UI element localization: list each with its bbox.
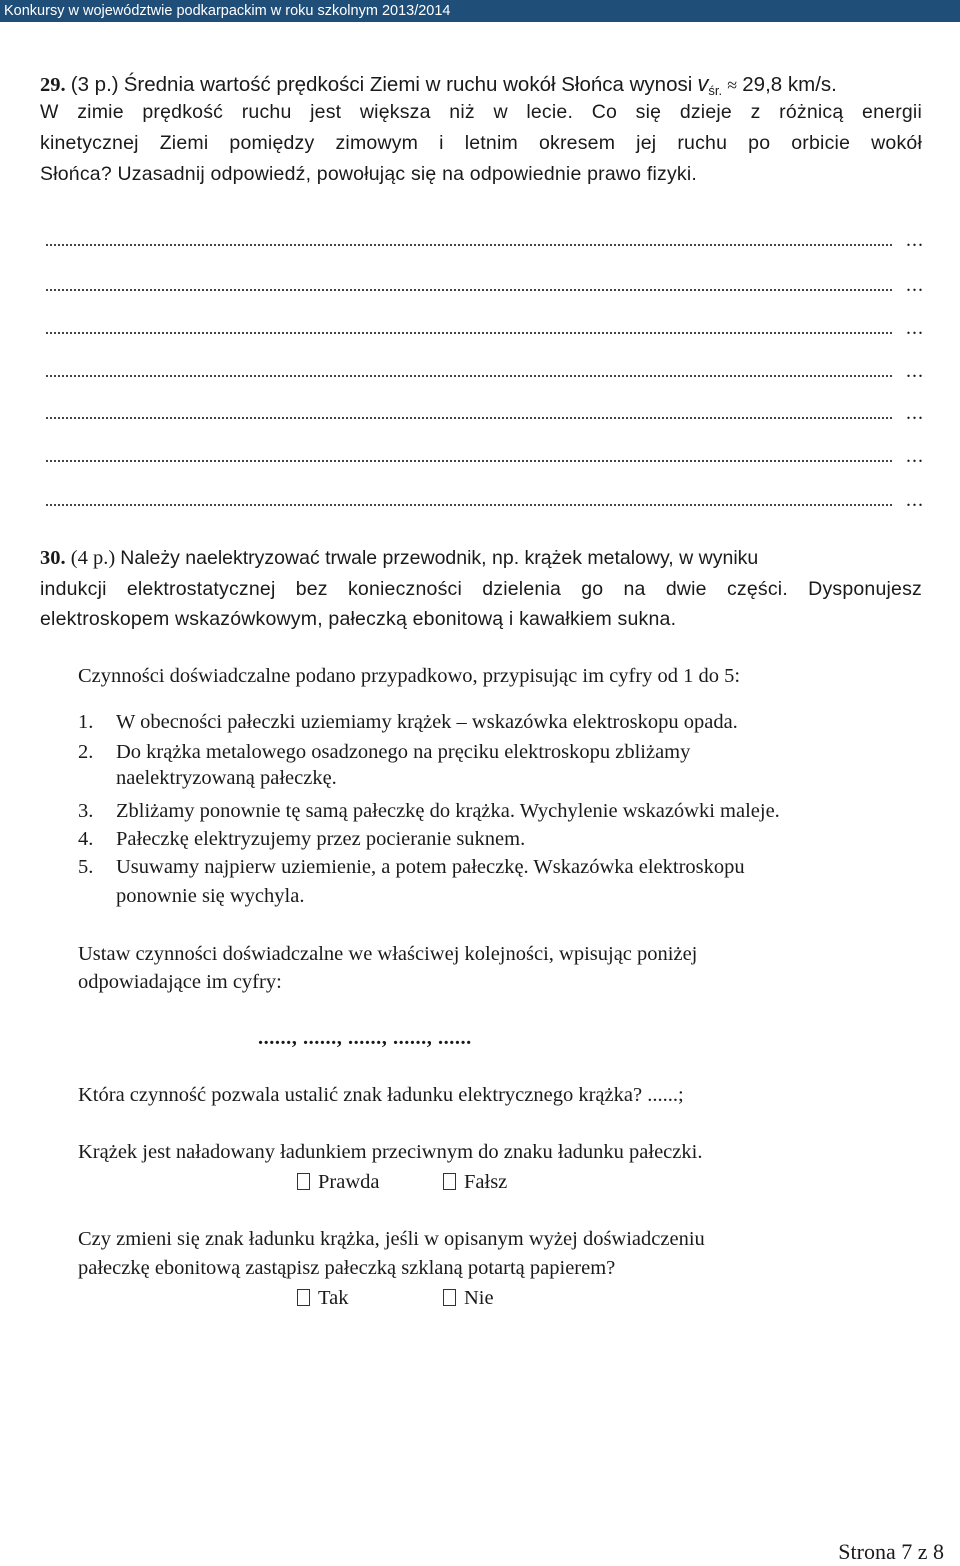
checkbox-icon[interactable]: [443, 1289, 456, 1306]
step-text: Pałeczkę elektryzujemy przez pocieranie suknem.: [116, 828, 526, 850]
checkbox-icon[interactable]: [443, 1173, 456, 1190]
page-number: Strona 7 z 8: [838, 1539, 944, 1564]
step-number: 3.: [78, 800, 94, 822]
answer-line[interactable]: [46, 242, 892, 246]
answer-line[interactable]: [46, 287, 892, 291]
checkbox-icon[interactable]: [297, 1173, 310, 1190]
order-prompt-line2: odpowiadające im cyfry:: [78, 971, 282, 993]
option-false-label: Fałsz: [464, 1171, 508, 1193]
answer-line-end: ...: [906, 489, 924, 511]
q29-line2: W zimie prędkość ruchu jest większa niż w lecie. Co się dzieje z różnicą energii: [40, 101, 922, 123]
step-text: ponownie się wychyla.: [116, 885, 305, 907]
answer-line[interactable]: [46, 330, 892, 334]
q30-line2: indukcji elektrostatycznej bez konieczności dzielenia go na dwie części. Dysponujesz: [40, 578, 922, 600]
answer-line[interactable]: [46, 373, 892, 377]
glass-question-line2: pałeczkę ebonitową zastąpisz pałeczką szklaną potartą papierem?: [78, 1257, 616, 1279]
option-yes-label: Tak: [318, 1287, 349, 1309]
answer-line[interactable]: [46, 458, 892, 462]
q30-line3: elektroskopem wskazówkowym, pałeczką ebonitową i kawałkiem sukna.: [40, 608, 677, 630]
q30-points: (4 p.): [70, 547, 116, 569]
answer-line-end: ...: [906, 402, 924, 424]
statement-text: Krążek jest naładowany ładunkiem przeciwnym do znaku ładunku pałeczki.: [78, 1141, 703, 1163]
step-number: 5.: [78, 856, 94, 878]
velocity-subscript: śr.: [708, 83, 723, 98]
step-text: Zbliżamy ponownie tę samą pałeczkę do krążka. Wychylenie wskazówki maleje.: [116, 800, 780, 822]
option-true-label: Prawda: [318, 1171, 380, 1193]
step-text: Do krążka metalowego osadzonego na pręciku elektroskopu zbliżamy: [116, 741, 691, 763]
which-step-text: Która czynność pozwala ustalić znak ładunku elektrycznego krążka?: [78, 1084, 643, 1106]
option-no-label: Nie: [464, 1287, 494, 1309]
answer-line-end: ...: [906, 360, 924, 382]
step-text: naelektryzowaną pałeczkę.: [116, 767, 337, 789]
step-text: W obecności pałeczki uziemiamy krążek – wskazówka elektroskopu opada.: [116, 711, 738, 733]
q29-line3: kinetycznej Ziemi pomiędzy zimowym i letnim okresem jej ruchu po orbicie wokół: [40, 132, 922, 154]
option-false[interactable]: [443, 1168, 507, 1196]
which-step-question: [78, 1081, 684, 1109]
option-no[interactable]: [443, 1284, 494, 1312]
q29-number: 29.: [40, 74, 66, 96]
which-step-blank[interactable]: ......;: [647, 1084, 684, 1106]
velocity-symbol: v: [697, 71, 709, 96]
q30-intro-a: Należy naelektryzować trwale przewodnik, np. krążek metalowy, w wyniku: [120, 547, 759, 569]
option-true[interactable]: [297, 1168, 379, 1196]
q30-line1: [40, 544, 922, 572]
answer-line-end: ...: [906, 229, 924, 251]
order-prompt-line1: Ustaw czynności doświadczalne we właściwej kolejności, wpisując poniżej: [78, 943, 698, 965]
checkbox-icon[interactable]: [297, 1289, 310, 1306]
q29-line4: Słońca? Uzasadnij odpowiedź, powołując się na odpowiednie prawo fizyki.: [40, 163, 697, 185]
approx-symbol: ≈: [727, 75, 738, 95]
q29-points: (3 p.): [70, 73, 119, 96]
q29-text-b: 29,8 km/s.: [742, 73, 837, 96]
answer-line-end: ...: [906, 445, 924, 467]
q30-number: 30.: [40, 547, 66, 569]
header-bar: [0, 0, 960, 22]
answer-line-end: ...: [906, 274, 924, 296]
order-answer-blanks[interactable]: ......, ......, ......, ......, ......: [258, 1027, 472, 1049]
step-number: 2.: [78, 741, 94, 763]
answer-line[interactable]: [46, 415, 892, 419]
q29-text-a: Średnia wartość prędkości Ziemi w ruchu wokół Słońca wynosi: [123, 73, 693, 96]
step-number: 4.: [78, 828, 94, 850]
steps-intro: Czynności doświadczalne podano przypadkowo, przypisując im cyfry od 1 do 5:: [78, 665, 741, 687]
header-title: Konkursy w województwie podkarpackim w roku szkolnym 2013/2014: [4, 3, 451, 19]
answer-line-end: ...: [906, 317, 924, 339]
step-text: Usuwamy najpierw uziemienie, a potem pałeczkę. Wskazówka elektroskopu: [116, 856, 745, 878]
step-number: 1.: [78, 711, 94, 733]
answer-line[interactable]: [46, 502, 892, 506]
glass-question-line1: Czy zmieni się znak ładunku krążka, jeśli w opisanym wyżej doświadczeniu: [78, 1228, 705, 1250]
option-yes[interactable]: [297, 1284, 348, 1312]
